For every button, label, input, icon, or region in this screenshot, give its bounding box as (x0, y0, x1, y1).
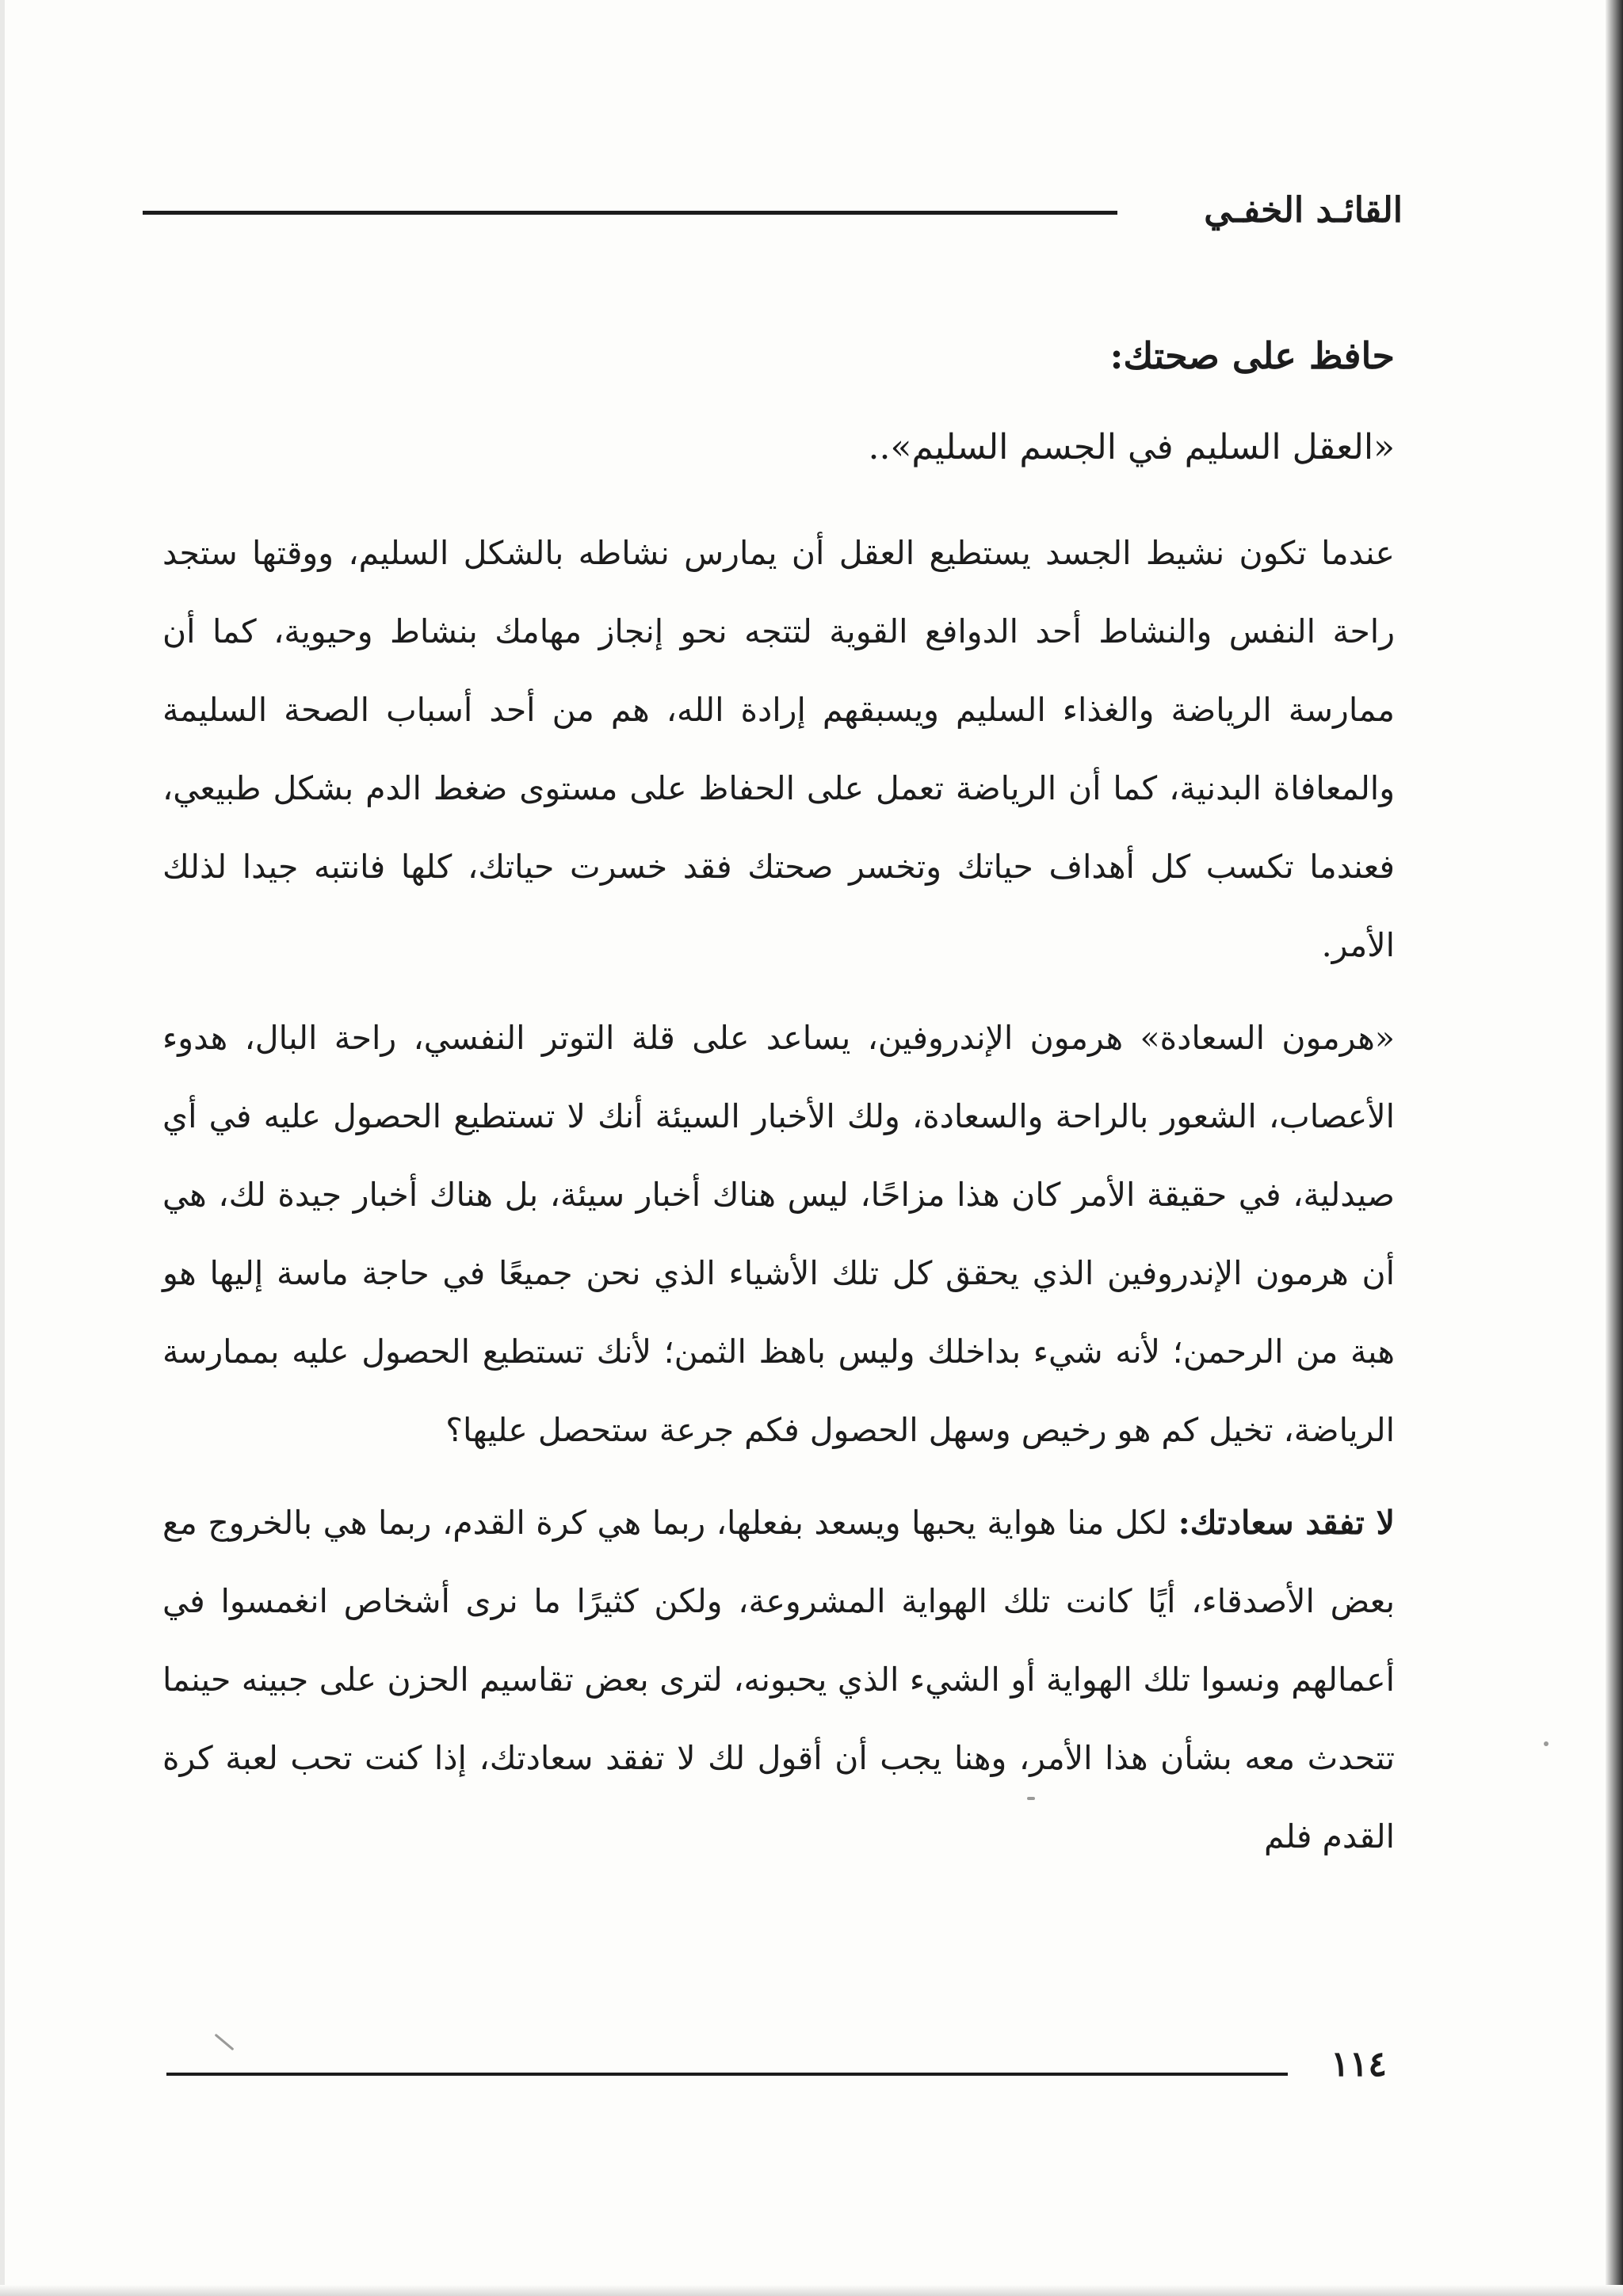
paragraph-lead: لا تفقد سعادتك: (1178, 1503, 1395, 1542)
scan-edge-right (1606, 0, 1623, 2296)
page-footer (166, 2044, 1403, 2100)
header-rule (143, 211, 1117, 215)
scan-edge-left (0, 0, 5, 2296)
scan-speck (1027, 1797, 1035, 1800)
scan-edge-bottom (0, 2285, 1623, 2296)
paragraph-text: عندما تكون نشيط الجسد يستطيع العقل أن يمارس نشاطه بالشكل السليم، ووقتها ستجد راحة النفس والنشاط أحد الدوافع القوية لتتجه نحو إنجاز مهامك بنشاط وحيوية، كما أن ممارسة الرياضة والغذاء السليم ويسبقهم إرادة الله، هم من أحد أسباب الصحة السليمة والمعافاة البدنية، كما أن الرياضة تعمل على الحفاظ على مستوى ضغط الدم بشكل طبيعي، فعندما تكسب كل أهداف حياتك وتخسر صحتك فقد خسرت حياتك، كلها فانتبه جيدا لذلك الأمر. (162, 533, 1395, 964)
paragraph-text: لكل منا هواية يحبها ويسعد بفعلها، ربما هي كرة القدم، ربما هي بالخروج مع بعض الأصدقاء، أيًا كانت تلك الهواية المشروعة، ولكن كثيرًا ما نرى أشخاص انغمسوا في أعمالهم ونسوا تلك الهواية أو الشيء الذي يحبونه، لترى بعض تقاسيم الحزن على جبينه حينما تتحدث معه بشأن هذا الأمر، وهنا يجب أن أقول لك لا تفقد سعادتك، إذا كنت تحب لعبة كرة القدم فلم (162, 1503, 1395, 1855)
section-quote: «العقل السليم في الجسم السليم».. (868, 426, 1395, 467)
footer-rule (166, 2073, 1288, 2076)
paragraph-3 (162, 1484, 1395, 1876)
paragraph-2 (162, 999, 1395, 1470)
paragraph-1 (162, 514, 1395, 985)
running-header (143, 184, 1403, 255)
page-body (162, 333, 1395, 1890)
running-header-title: القائـد الخفـي (1204, 190, 1403, 231)
section-heading: حافظ على صحتك: (1109, 334, 1395, 377)
paragraph-text: «هرمون السعادة» هرمون الإندروفين، يساعد على قلة التوتر النفسي، راحة البال، هدوء الأعصاب، الشعور بالراحة والسعادة، ولك الأخبار السيئة أنك لا تستطيع الحصول عليه في أي صيدلية، في حقيقة الأمر كان هذا مزاحًا، ليس هناك أخبار سيئة، بل هناك أخبار جيدة لك، هي أن هرمون الإندروفين الذي يحقق كل تلك الأشياء الذي نحن جميعًا في حاجة ماسة إليها هو هبة من الرحمن؛ لأنه شيء بداخلك وليس باهظ الثمن؛ لأنك تستطيع الحصول عليه بممارسة الرياضة، تخيل كم هو رخيص وسهل الحصول فكم جرعة ستحصل عليها؟ (162, 1018, 1396, 1449)
page-number: ١١٤ (1331, 2044, 1387, 2084)
scan-speck (1544, 1741, 1549, 1746)
